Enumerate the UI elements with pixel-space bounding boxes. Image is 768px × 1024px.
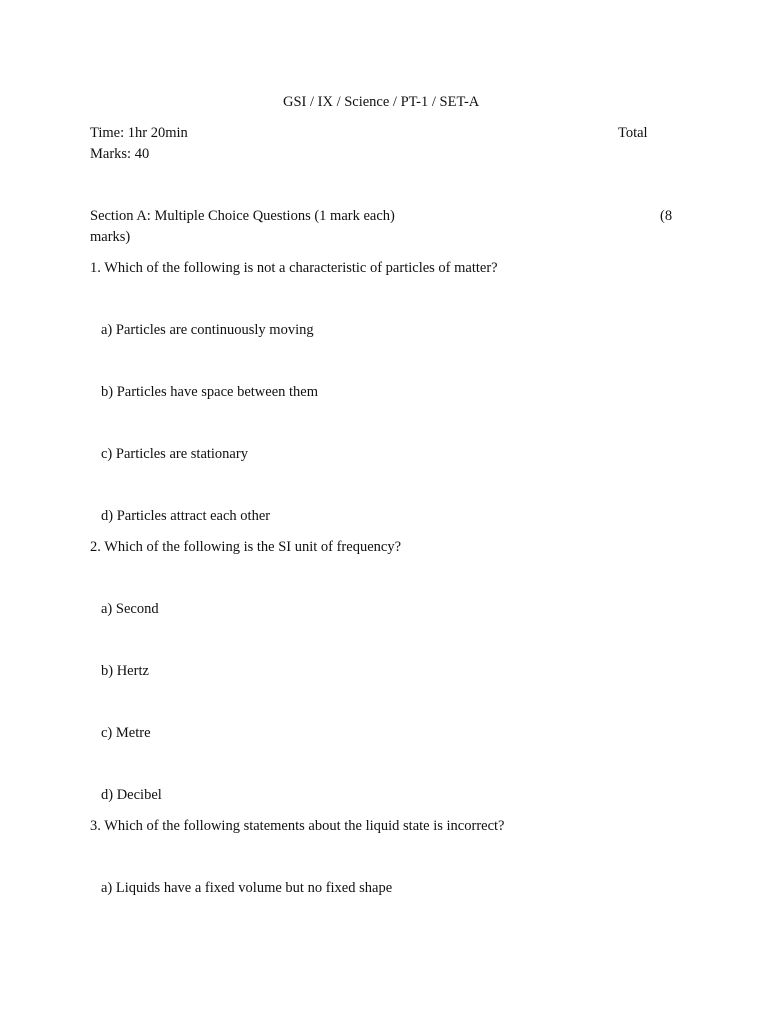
question-1-option-b: b) Particles have space between them: [101, 384, 319, 400]
section-marks-open: (8: [660, 208, 673, 224]
question-2-option-c: c) Metre: [101, 725, 151, 741]
time-allowed: Time: 1hr 20min: [90, 125, 188, 141]
question-2-option-a: a) Second: [101, 601, 159, 617]
question-2: 2. Which of the following is the SI unit of frequency?: [90, 539, 402, 555]
question-1: 1. Which of the following is not a characteristic of particles of matter?: [90, 260, 498, 276]
paper-title: GSI / IX / Science / PT-1 / SET-A: [283, 94, 480, 110]
question-1-option-a: a) Particles are continuously moving: [101, 322, 314, 338]
total-marks: Marks: 40: [90, 146, 150, 162]
question-3: 3. Which of the following statements about the liquid state is incorrect?: [90, 818, 505, 834]
section-marks-close: marks): [90, 229, 131, 245]
question-1-option-d: d) Particles attract each other: [101, 508, 271, 524]
question-1-option-c: c) Particles are stationary: [101, 446, 248, 462]
question-3-option-a: a) Liquids have a fixed volume but no fixed shape: [101, 880, 393, 896]
question-2-option-d: d) Decibel: [101, 787, 162, 803]
question-2-option-b: b) Hertz: [101, 663, 149, 679]
total-label: Total: [618, 125, 648, 141]
section-title: Section A: Multiple Choice Questions (1 mark each): [90, 208, 395, 224]
